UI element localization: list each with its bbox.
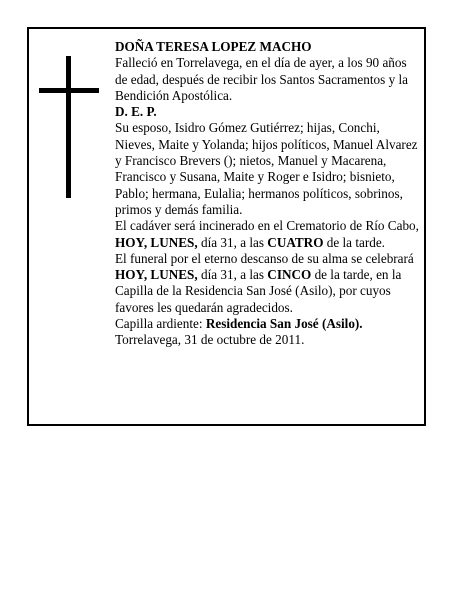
cremation-text-1: El cadáver será incinerado en el Crematorio de Río Cabo, bbox=[115, 218, 419, 234]
funeral-text-2: día 31, a las bbox=[197, 267, 268, 283]
chapel-line bbox=[115, 316, 421, 332]
cremation-time: CUATRO bbox=[267, 234, 324, 250]
funeral-text-1: El funeral por el eterno descanso de su alma se celebrará bbox=[115, 250, 414, 266]
cremation-text-2: día 31, a las bbox=[197, 234, 268, 250]
chapel-place: Residencia San José (Asilo). bbox=[205, 316, 363, 332]
funeral-day: HOY, LUNES, bbox=[115, 267, 198, 283]
cross-icon bbox=[39, 56, 99, 198]
funeral-time: CINCO bbox=[267, 267, 312, 283]
funeral-paragraph bbox=[115, 251, 421, 316]
chapel-label: Capilla ardiente: bbox=[115, 316, 206, 332]
dep-line: D. E. P. bbox=[115, 104, 157, 120]
obituary-notice-frame bbox=[27, 27, 426, 426]
cremation-paragraph bbox=[115, 218, 421, 251]
family-paragraph: Su esposo, Isidro Gómez Gutiérrez; hijas, Conchi, Nieves, Maite y Yolanda; hijos políticos, Manuel Alvarez y Francisco Brevers (); nietos, Manuel y Macarena, Francisco y Susana, Maite y Roger e Isidro; bisnieto, Pablo; hermana, Eulalia; hermanos políticos, sobrinos, primos y demás familia. bbox=[115, 120, 418, 217]
deceased-name: DOÑA TERESA LOPEZ MACHO bbox=[115, 39, 312, 54]
cremation-day: HOY, LUNES, bbox=[115, 234, 198, 250]
cross-vertical-bar bbox=[66, 56, 71, 198]
cross-horizontal-bar bbox=[39, 88, 99, 93]
cremation-text-3: de la tarde. bbox=[323, 234, 385, 250]
death-paragraph: Falleció en Torrelavega, en el día de ayer, a los 90 años de edad, después de recibir los Santos Sacramentos y la Bendición Apostólica. bbox=[115, 55, 408, 103]
obituary-text bbox=[115, 39, 421, 349]
date-line: Torrelavega, 31 de octubre de 2011. bbox=[115, 332, 305, 348]
funeral-text-3: de la tarde, en la Capilla de la Residencia San José (Asilo), por cuyos favores les quedarán agradecidos. bbox=[115, 267, 402, 315]
